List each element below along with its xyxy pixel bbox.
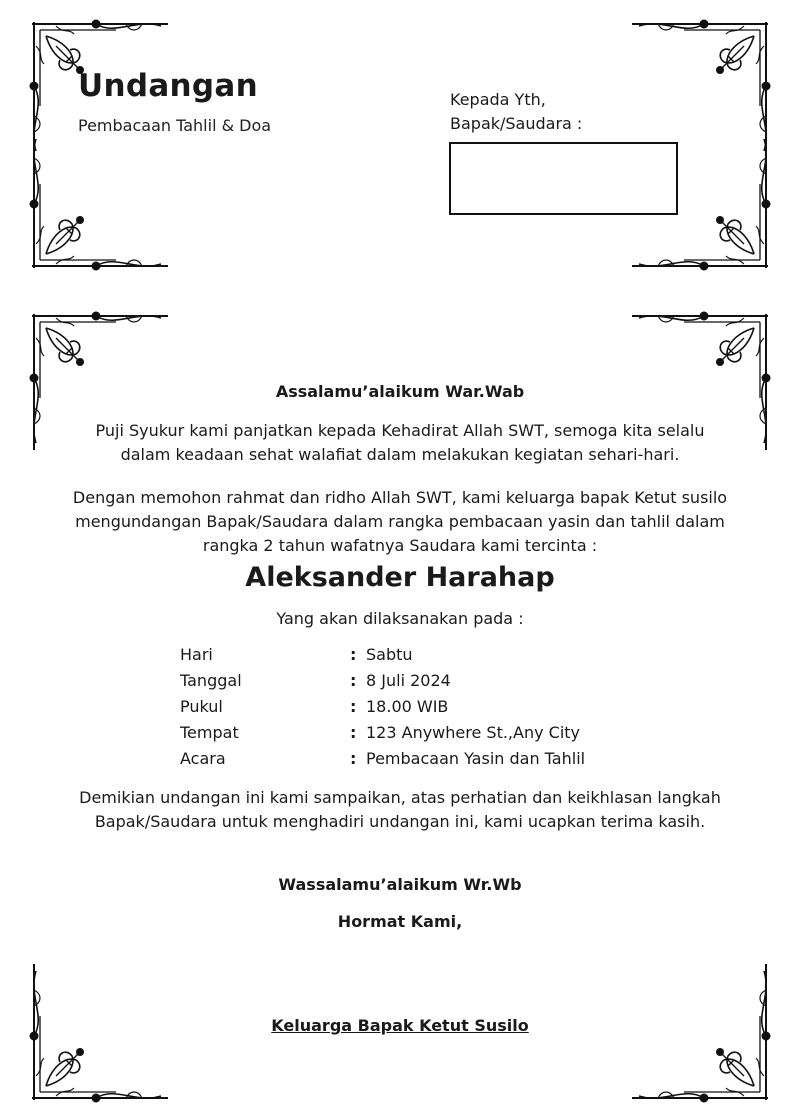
detail-separator: : [350, 749, 357, 768]
signature: Keluarga Bapak Ketut Susilo [271, 1016, 529, 1035]
closing-paragraph: Demikian undangan ini kami sampaikan, atas perhatian dan keikhlasan langkah Bapak/Saudara untuk menghadiri undangan ini, kami ucapkan terima kasih. [79, 788, 721, 831]
event-intro: Yang akan dilaksanakan pada : [276, 609, 524, 628]
invitation-paragraph: Dengan memohon rahmat dan ridho Allah SWT, kami keluarga bapak Ketut susilo mengundangan Bapak/Saudara dalam rangka pembacaan yasin dan tahlil dalam rangka 2 tahun wafatnya Saudara kami tercinta : [72, 488, 728, 555]
detail-row-event [180, 746, 660, 772]
detail-row-time [180, 694, 660, 720]
recipient-salutation: Kepada Yth, [450, 90, 546, 109]
page-title: Undangan [78, 68, 258, 104]
recipient-name-box[interactable] [449, 142, 678, 215]
opening-greeting: Assalamu’alaikum War.Wab [275, 382, 525, 401]
detail-separator: : [350, 671, 357, 690]
detail-value: Pembacaan Yasin dan Tahlil [366, 749, 586, 768]
detail-label: Hari [180, 645, 213, 664]
page-subtitle: Pembacaan Tahlil & Doa [78, 116, 272, 135]
event-details [180, 642, 660, 772]
detail-label: Tanggal [180, 671, 242, 690]
detail-separator: : [350, 723, 357, 742]
detail-value: 8 Juli 2024 [366, 671, 451, 690]
detail-label: Tempat [180, 723, 239, 742]
detail-separator: : [350, 697, 357, 716]
opening-paragraph: Puji Syukur kami panjatkan kepada Kehadirat Allah SWT, semoga kita selalu dalam keadaan sehat walafiat dalam melakukan kegiatan sehari-hari. [95, 421, 705, 464]
detail-label: Acara [180, 749, 226, 768]
detail-separator: : [350, 645, 357, 664]
corner-flourish-icon [26, 124, 176, 274]
detail-value: 18.00 WIB [366, 697, 449, 716]
detail-label: Pukul [180, 697, 223, 716]
closing-greeting: Wassalamu’alaikum Wr.Wb [278, 875, 522, 894]
detail-row-place [180, 720, 660, 746]
detail-row-day [180, 642, 660, 668]
closing-regards: Hormat Kami, [337, 912, 463, 931]
detail-value: Sabtu [366, 645, 413, 664]
deceased-name: Aleksander Harahap [245, 562, 555, 593]
detail-value: 123 Anywhere St.,Any City [366, 723, 581, 742]
detail-row-date [180, 668, 660, 694]
recipient-label: Bapak/Saudara : [450, 114, 583, 133]
